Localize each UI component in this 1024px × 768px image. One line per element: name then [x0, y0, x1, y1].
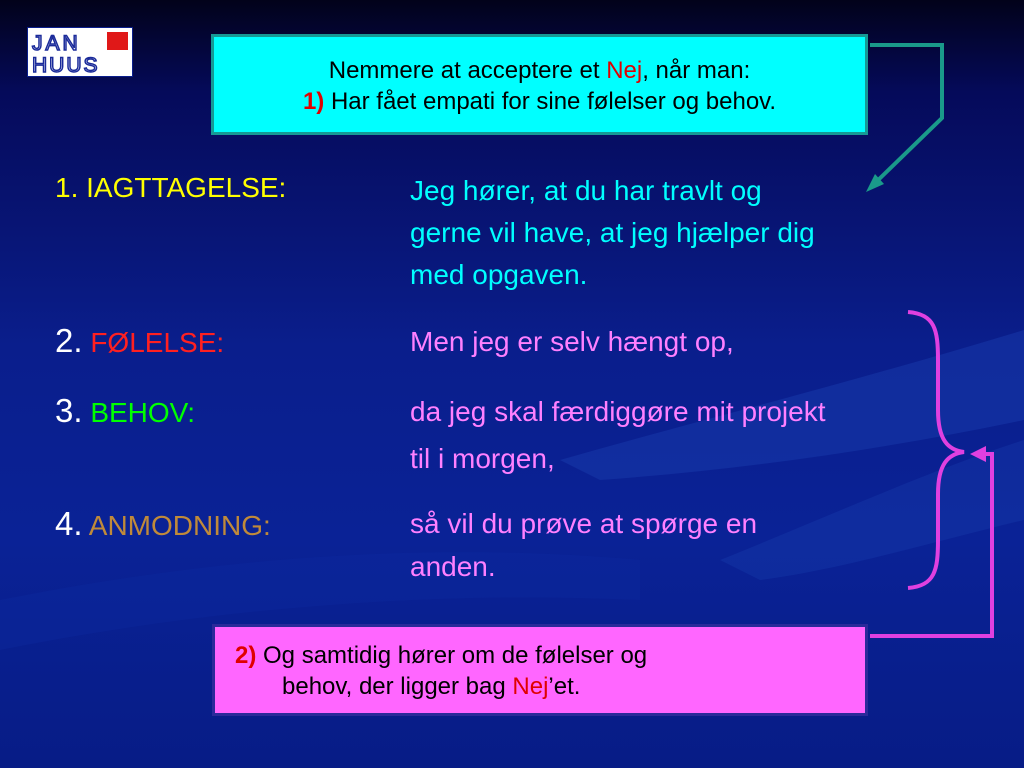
- top-callout-text-end: , når man:: [642, 57, 751, 84]
- step-keyword-need: BEHOV:: [90, 397, 196, 428]
- bottom-callout-nej: Nej: [512, 673, 549, 700]
- step-text-line: til i morgen,: [410, 443, 555, 474]
- step-text-feeling: [410, 320, 734, 363]
- bottom-callout-box: [212, 624, 868, 716]
- step-text-line: så vil du prøve at spørge en: [410, 508, 758, 539]
- top-callout-line-2: [214, 86, 865, 117]
- step-label-observation: 1. IAGTTAGELSE:: [55, 172, 287, 203]
- step-label-request: [55, 505, 271, 543]
- top-arrow: [866, 45, 942, 192]
- step-keyword-feeling: FØLELSE:: [90, 327, 225, 358]
- bottom-callout-line-1: [235, 640, 865, 671]
- step-text-line: gerne vil have, at jeg hjælper dig: [410, 217, 815, 248]
- step-text-line: anden.: [410, 551, 496, 582]
- bottom-callout-text: Og samtidig hører om de følelser og: [256, 642, 648, 669]
- step-text-need: [410, 388, 826, 482]
- top-callout-text-start: Nemmere at acceptere et: [328, 57, 607, 84]
- bottom-callout-text-end: ’et.: [548, 673, 581, 700]
- logo-red-square: [107, 32, 128, 50]
- step-text-line: da jeg skal færdiggøre mit projekt: [410, 396, 826, 427]
- top-callout-line-1: [214, 55, 865, 86]
- top-callout-text: Har fået empati for sine følelser og behov.: [324, 88, 777, 115]
- bottom-callout-text-start: behov, der ligger bag: [282, 673, 513, 700]
- step-number: 2.: [55, 322, 83, 359]
- bottom-callout-line-2: [235, 671, 865, 702]
- brace: [908, 312, 964, 588]
- top-callout-number: 1): [302, 88, 325, 115]
- step-text-observation: [410, 170, 815, 296]
- step-keyword-request: ANMODNING:: [88, 510, 271, 541]
- logo-text-top: JAN: [32, 32, 81, 55]
- top-callout-box: [211, 34, 868, 135]
- step-number: 4.: [55, 505, 83, 542]
- logo: [27, 27, 133, 77]
- step-number: 3.: [55, 392, 83, 429]
- logo-text-bottom: HUUS: [32, 54, 100, 76]
- bottom-callout-number: 2): [235, 642, 257, 669]
- step-text-line: Jeg hører, at du har travlt og: [410, 175, 762, 206]
- bottom-arrow: [870, 446, 992, 636]
- step-text-line: Men jeg er selv hængt op,: [410, 326, 734, 357]
- step-text-request: [410, 502, 757, 588]
- top-callout-nej: Nej: [606, 57, 643, 84]
- step-label-need: [55, 392, 195, 430]
- step-label-feeling: [55, 322, 224, 360]
- step-text-line: med opgaven.: [410, 259, 588, 290]
